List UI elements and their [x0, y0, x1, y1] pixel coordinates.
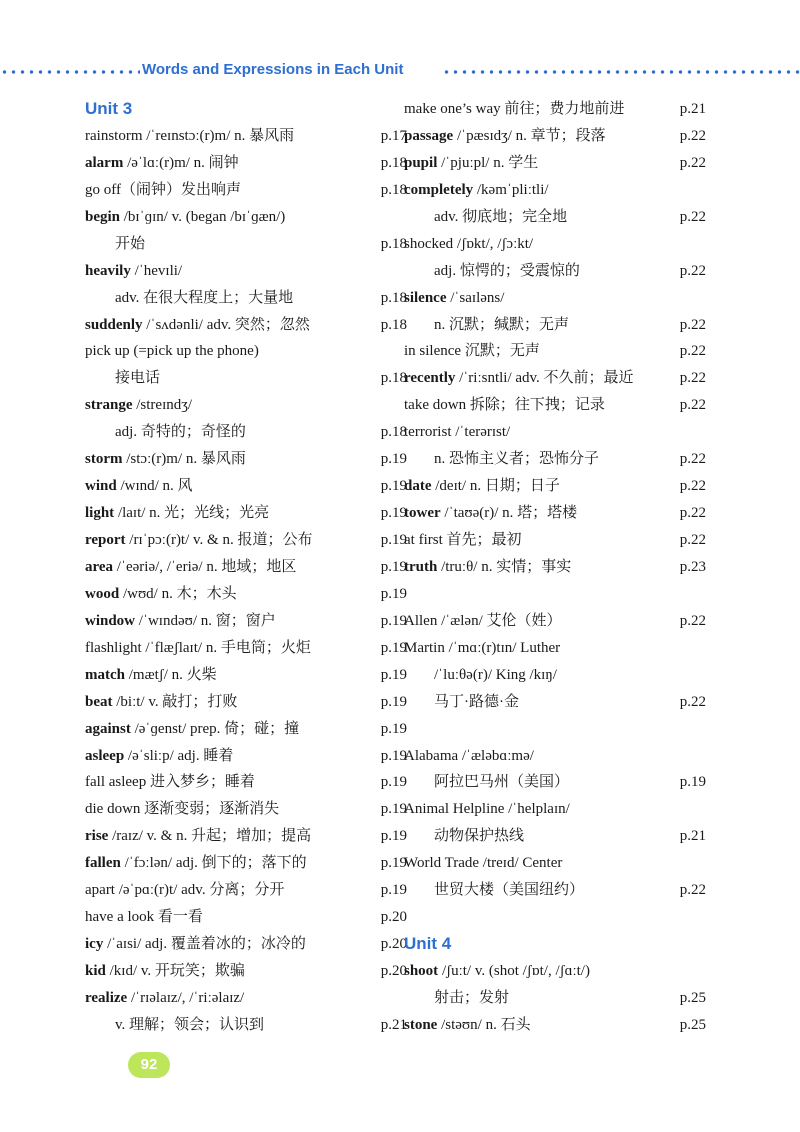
left-column [85, 96, 405, 1039]
page-ref: p.19 [380, 747, 407, 764]
definition: /ˈfɔːlən/ adj. 倒下的；落下的 [120, 855, 307, 872]
entry-text [404, 451, 599, 467]
entry-text [404, 1017, 531, 1033]
vocab-entry [85, 716, 405, 743]
definition: 接电话 [115, 370, 161, 387]
page-ref: p.19 [380, 451, 407, 468]
entry-text [85, 640, 311, 656]
headword: light [85, 505, 115, 522]
definition: adv. 在很大程度上；大量地 [115, 289, 294, 306]
vocab-entry [404, 1012, 724, 1039]
vocab-entry [85, 231, 405, 258]
vocab-entry [404, 285, 724, 312]
page-ref: p.22 [679, 693, 706, 710]
page-number-badge: 92 [128, 1052, 170, 1078]
page-ref: p.19 [380, 720, 407, 737]
definition: /ˈtaʊə(r)/ n. 塔；塔楼 [440, 505, 578, 522]
vocab-entry [85, 204, 405, 231]
entry-text [85, 882, 284, 898]
page-ref: p.19 [679, 774, 706, 791]
entry-text [85, 559, 296, 575]
vocab-entry [85, 662, 405, 689]
definition: /streɪndʒ/ [132, 397, 193, 414]
headword: heavily [85, 262, 131, 279]
page-ref: p.19 [380, 478, 407, 495]
page-ref: p.20 [380, 936, 407, 953]
definition: /deɪt/ n. 日期；日子 [431, 478, 560, 495]
vocab-entry [404, 150, 724, 177]
headword: pupil [404, 154, 438, 171]
vocab-entry [85, 581, 405, 608]
headword: tower [404, 505, 441, 522]
page-ref: p.21 [679, 828, 706, 845]
page-ref: p.20 [380, 963, 407, 979]
vocab-entry [404, 446, 724, 473]
definition: go off（闹钟）发出响声 [85, 181, 241, 198]
vocab-entry [85, 1012, 405, 1039]
entry-text [85, 128, 294, 144]
entry-text [85, 855, 307, 871]
headword: passage [404, 127, 454, 144]
headword: against [85, 720, 131, 737]
vocab-entry [85, 285, 405, 312]
vocab-entry [404, 258, 724, 285]
headword: report [85, 532, 126, 548]
headword: suddenly [85, 316, 143, 333]
definition: adj. 奇特的；奇怪的 [115, 424, 246, 441]
vocab-entry [404, 796, 724, 823]
definition: take down 拆除；往下拽；记录 [404, 397, 605, 414]
headword: silence [404, 289, 447, 306]
definition: fall asleep 进入梦乡；睡着 [85, 774, 255, 791]
page-ref: p.19 [380, 532, 407, 548]
headword: date [404, 478, 432, 495]
vocab-entry [85, 823, 405, 850]
vocab-entry [404, 689, 724, 716]
entry-text [404, 882, 584, 898]
page-ref: p.19 [380, 666, 407, 683]
headword: completely [404, 181, 474, 198]
page-ref: p.18 [380, 289, 407, 306]
vocab-entry [404, 554, 724, 581]
definition: 阿拉巴马州（美国） [434, 774, 570, 791]
definition: die down 逐渐变弱；逐渐消失 [85, 801, 280, 818]
entry-text [85, 182, 241, 198]
entry-text [85, 236, 145, 252]
entry-text [404, 397, 605, 413]
headword: begin [85, 208, 121, 225]
vocab-entry [85, 527, 405, 554]
vocab-entry [404, 985, 724, 1012]
page-ref: p.22 [679, 262, 706, 279]
definition: apart /əˈpɑː(r)t/ adv. 分离；分开 [85, 882, 285, 899]
dotted-rule-left [0, 70, 140, 74]
entry-text [404, 801, 570, 817]
page-ref: p.19 [380, 585, 407, 602]
entry-text [404, 317, 569, 333]
entry-text [85, 613, 276, 629]
definition: Martin /ˈmɑː(r)tɪn/ Luther [404, 639, 561, 656]
entry-text [85, 828, 311, 844]
definition: /kəmˈpliːtli/ [473, 181, 549, 198]
headword: match [85, 666, 125, 683]
unit-heading: Unit 4 [404, 934, 452, 954]
page-ref: p.19 [380, 801, 407, 818]
definition: Allen /ˈælən/ 艾伦（姓） [404, 612, 562, 629]
vocab-entry [85, 904, 405, 931]
page-ref: p.19 [380, 774, 407, 791]
definition: /ʃuːt/ v. (shot /ʃɒt/, /ʃɑːt/) [438, 963, 590, 979]
headword: icy [85, 936, 104, 953]
entry-text [85, 801, 279, 817]
definition: flashlight /ˈflæʃlaɪt/ n. 手电筒；火炬 [85, 639, 311, 656]
definition: World Trade /treɪd/ Center [404, 855, 563, 872]
definition: at first 首先；最初 [404, 532, 522, 548]
entry-text [404, 155, 538, 171]
vocab-entry [404, 177, 724, 204]
vocab-entry [404, 123, 724, 150]
entry-text [85, 721, 299, 737]
entry-text [85, 1017, 264, 1033]
entry-text [85, 263, 182, 279]
definition: n. 恐怖主义者；恐怖分子 [434, 451, 600, 468]
page-ref: p.19 [380, 612, 407, 629]
definition: /əˈlɑː(r)m/ n. 闹钟 [123, 154, 239, 171]
entry-text [85, 209, 285, 225]
headword: wood [85, 585, 120, 602]
page-ref: p.19 [380, 693, 407, 710]
vocab-entry [85, 689, 405, 716]
dotted-rule-right [442, 70, 800, 74]
vocab-entry [85, 446, 405, 473]
vocab-entry [85, 743, 405, 770]
page-ref: p.22 [679, 397, 706, 414]
vocab-entry [404, 769, 724, 796]
vocab-entry [85, 392, 405, 419]
entry-text [404, 128, 606, 144]
vocab-entry [404, 231, 724, 258]
definition: /wɪnd/ n. 风 [116, 478, 193, 495]
page-ref: p.17 [380, 127, 407, 144]
vocab-entry [404, 608, 724, 635]
page-ref: p.22 [679, 370, 706, 387]
definition: Animal Helpline /ˈhelplaɪn/ [404, 801, 570, 818]
vocab-entry [404, 662, 724, 689]
page-ref: p.18 [380, 154, 407, 171]
page-ref: p.20 [380, 909, 407, 926]
entry-text [85, 290, 293, 306]
entry-text [404, 748, 534, 764]
definition: /mætʃ/ n. 火柴 [125, 666, 217, 683]
page-ref: p.22 [679, 882, 706, 899]
entry-text [404, 478, 560, 494]
page-ref: p.18 [380, 316, 407, 333]
definition: /ˈrɪəlaɪz/, /ˈriːəlaɪz/ [127, 989, 245, 1006]
entry-text [85, 451, 246, 467]
vocab-entry [404, 204, 724, 231]
vocab-entry [85, 123, 405, 150]
page-ref: p.19 [380, 639, 407, 656]
vocab-entry [85, 150, 405, 177]
vocab-entry [85, 877, 405, 904]
definition: /biːt/ v. 敲打；打败 [112, 693, 238, 710]
vocab-entry [404, 419, 724, 446]
definition: /ˈpjuːpl/ n. 学生 [437, 154, 539, 171]
definition: /ˈhevɪli/ [130, 262, 183, 279]
vocab-entry [85, 931, 405, 958]
page-ref: p.19 [380, 505, 407, 522]
headword: storm [85, 451, 123, 468]
definition: 射击；发射 [434, 989, 510, 1006]
vocab-entry [404, 635, 724, 662]
entry-text [404, 667, 557, 683]
page-ref: p.18 [380, 424, 407, 441]
vocab-entry [404, 473, 724, 500]
definition: /ˈwɪndəʊ/ n. 窗；窗户 [135, 612, 276, 629]
page-ref: p.18 [380, 181, 407, 198]
page-ref: p.19 [380, 855, 407, 872]
entry-text [85, 694, 237, 710]
definition: 世贸大楼（美国纽约） [434, 882, 585, 899]
entry-text [404, 963, 590, 979]
definition: terrorist /ˈterərɪst/ [404, 424, 511, 441]
vocab-entry [404, 392, 724, 419]
entry-text [85, 397, 192, 413]
entry-text [404, 613, 562, 629]
vocab-entry [85, 473, 405, 500]
page-ref: p.21 [380, 1016, 407, 1033]
entry-text [404, 855, 562, 871]
entry-text [404, 101, 624, 117]
vocab-entry [404, 743, 724, 770]
definition: /raɪz/ v. & n. 升起；增加；提高 [108, 828, 312, 845]
spacer [404, 581, 724, 608]
headword: truth [404, 558, 438, 575]
entry-text [404, 694, 519, 710]
page-ref: p.22 [679, 612, 706, 629]
page-ref: p.22 [679, 127, 706, 144]
entry-text [404, 182, 549, 198]
entry-text [404, 828, 524, 844]
section-header [0, 60, 800, 84]
entry-text [404, 505, 577, 521]
headword: fallen [85, 855, 121, 872]
vocab-entry [85, 608, 405, 635]
vocab-entry [85, 338, 405, 365]
headword: realize [85, 989, 128, 1006]
entry-text [404, 532, 522, 548]
entry-text [85, 990, 244, 1006]
page-ref: p.22 [679, 343, 706, 360]
definition: /ˈsʌdənli/ adv. 突然；忽然 [142, 316, 310, 333]
vocab-entry [85, 796, 405, 823]
definition: /rɪˈpɔː(r)t/ v. & n. 报道；公布 [125, 532, 313, 548]
page-ref: p.22 [679, 478, 706, 495]
definition: /ˈluːθə(r)/ King /kɪŋ/ [434, 666, 557, 683]
entry-text [404, 774, 569, 790]
vocab-entry [85, 769, 405, 796]
entry-text [85, 586, 237, 602]
page-ref: p.22 [679, 154, 706, 171]
definition: /əˈsliːp/ adj. 睡着 [124, 747, 234, 764]
entry-text [85, 505, 269, 521]
headword: kid [85, 963, 106, 979]
spacer [404, 904, 724, 931]
definition: rainstorm /ˈreɪnstɔː(r)m/ n. 暴风雨 [85, 127, 295, 144]
vocab-entry [404, 823, 724, 850]
entry-text [85, 774, 255, 790]
page-ref: p.25 [679, 989, 706, 1006]
page-ref: p.22 [679, 316, 706, 333]
page-ref: p.25 [679, 1016, 706, 1033]
page-ref: p.22 [679, 532, 706, 548]
entry-text [85, 424, 246, 440]
vocab-entry [404, 96, 724, 123]
definition: /stɔː(r)m/ n. 暴风雨 [122, 451, 246, 468]
entry-text [404, 236, 533, 252]
page-ref: p.19 [380, 828, 407, 845]
definition: 动物保护热线 [434, 828, 525, 845]
page-ref: p.23 [679, 558, 706, 575]
definition: /laɪt/ n. 光；光线；光亮 [114, 505, 270, 522]
vocab-entry [85, 985, 405, 1012]
vocab-entry [404, 500, 724, 527]
vocab-entry [404, 877, 724, 904]
vocab-entry [404, 850, 724, 877]
page-ref: p.22 [679, 208, 706, 225]
headword: shoot [404, 963, 439, 979]
definition: adv. 彻底地；完全地 [434, 208, 568, 225]
entry-text [404, 370, 634, 386]
definition: pick up (=pick up the phone) [85, 343, 259, 360]
headword: wind [85, 478, 117, 495]
vocab-entry [404, 312, 724, 339]
page-ref: p.21 [679, 101, 706, 117]
vocab-entry [404, 527, 724, 554]
entry-text [404, 990, 509, 1006]
page-ref: p.18 [380, 370, 407, 387]
vocab-entry [85, 554, 405, 581]
vocab-entry [85, 312, 405, 339]
headword: rise [85, 828, 109, 845]
definition: /wʊd/ n. 木；木头 [119, 585, 237, 602]
headword: beat [85, 693, 113, 710]
entry-text [404, 424, 510, 440]
definition: /əˈɡenst/ prep. 倚；碰；撞 [130, 720, 300, 737]
unit-heading: Unit 3 [85, 99, 133, 118]
definition: shocked /ʃɒkt/, /ʃɔːkt/ [404, 235, 534, 252]
entry-text [85, 343, 259, 359]
right-column [404, 96, 724, 1039]
headword: stone [404, 1016, 438, 1033]
definition: adj. 惊愕的；受震惊的 [434, 262, 580, 279]
page-ref: p.18 [380, 235, 407, 252]
vocab-entry [85, 850, 405, 877]
entry-text [404, 343, 540, 359]
definition: n. 沉默；缄默；无声 [434, 316, 570, 333]
definition: /bɪˈɡɪn/ v. (began /bɪˈɡæn/) [120, 208, 286, 225]
entry-text [85, 317, 310, 333]
entry-text [85, 370, 160, 386]
entry-text [85, 532, 312, 548]
definition: /ˈriːsntli/ adv. 不久前；最近 [455, 370, 634, 387]
headword: recently [404, 370, 456, 387]
definition: /kɪd/ v. 开玩笑；欺骗 [105, 963, 245, 979]
vocab-entry [85, 500, 405, 527]
entry-text [85, 748, 233, 764]
definition: make one’s way 前往；费力地前进 [404, 101, 625, 117]
vocab-entry [404, 958, 724, 985]
entry-text [85, 667, 217, 683]
vocab-entry [85, 258, 405, 285]
definition: /truːθ/ n. 实情；事实 [437, 558, 572, 575]
headword: asleep [85, 747, 125, 764]
definition: have a look 看一看 [85, 909, 203, 926]
definition: /stəʊn/ n. 石头 [437, 1016, 531, 1033]
definition: /ˈeəriə/, /ˈeriə/ n. 地域；地区 [113, 558, 297, 575]
vocab-entry [85, 177, 405, 204]
definition: 开始 [115, 235, 146, 252]
headword: strange [85, 397, 133, 414]
definition: Alabama /ˈæləbɑːmə/ [404, 747, 534, 764]
headword: window [85, 612, 136, 629]
definition: /ˈsaɪləns/ [446, 289, 505, 306]
page-ref: p.19 [380, 882, 407, 899]
vocab-entry [85, 419, 405, 446]
definition: v. 理解；领会；认识到 [115, 1016, 265, 1033]
definition: /ˈaɪsi/ adj. 覆盖着冰的；冰冷的 [103, 936, 306, 953]
entry-text [85, 936, 306, 952]
vocab-entry [85, 365, 405, 392]
entry-text [85, 478, 193, 494]
header-title: Words and Expressions in Each Unit [142, 61, 404, 78]
entry-text [85, 963, 245, 979]
definition: /ˈpæsɪdʒ/ n. 章节；段落 [453, 127, 606, 144]
vocab-entry [85, 958, 405, 985]
definition: 马丁·路德·金 [434, 693, 519, 710]
page-ref: p.22 [679, 451, 706, 468]
spacer [404, 716, 724, 743]
headword: alarm [85, 154, 124, 171]
definition: in silence 沉默；无声 [404, 343, 540, 360]
entry-text [404, 263, 580, 279]
entry-text [404, 559, 571, 575]
entry-text [404, 290, 504, 306]
headword: area [85, 558, 114, 575]
entry-text [404, 209, 567, 225]
vocab-entry [404, 338, 724, 365]
entry-text [404, 640, 560, 656]
entry-text [85, 155, 239, 171]
page-ref: p.19 [380, 558, 407, 575]
vocab-entry [404, 365, 724, 392]
page-ref: p.22 [679, 505, 706, 522]
vocab-entry [85, 635, 405, 662]
entry-text [85, 909, 203, 925]
